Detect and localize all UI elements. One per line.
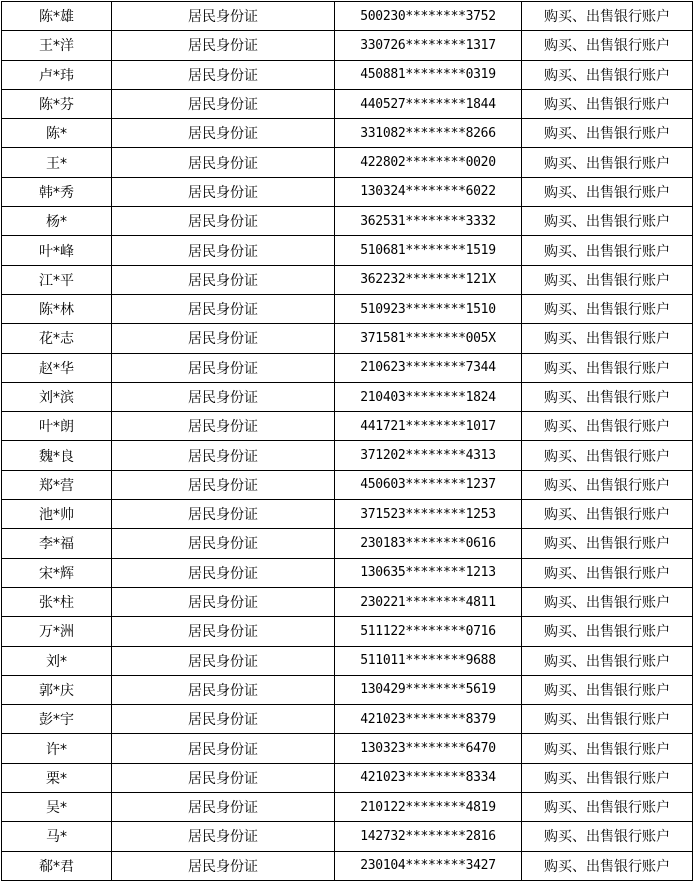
id-number-cell: 371202********4313 bbox=[335, 441, 522, 470]
id-number-cell: 210623********7344 bbox=[335, 353, 522, 382]
id-number-cell: 362531********3332 bbox=[335, 207, 522, 236]
reason-cell: 购买、出售银行账户 bbox=[522, 500, 693, 529]
id-number-cell: 330726********1317 bbox=[335, 31, 522, 60]
person-name-cell: 卢*玮 bbox=[2, 60, 112, 89]
id-type-cell: 居民身份证 bbox=[112, 705, 335, 734]
id-type-cell: 居民身份证 bbox=[112, 294, 335, 323]
id-type-cell: 居民身份证 bbox=[112, 2, 335, 31]
reason-cell: 购买、出售银行账户 bbox=[522, 89, 693, 118]
id-type-cell: 居民身份证 bbox=[112, 382, 335, 411]
id-type-cell: 居民身份证 bbox=[112, 617, 335, 646]
id-number-cell: 511011********9688 bbox=[335, 646, 522, 675]
table-row bbox=[2, 822, 693, 851]
id-number-cell: 450603********1237 bbox=[335, 470, 522, 499]
id-type-cell: 居民身份证 bbox=[112, 529, 335, 558]
person-name-cell: 陈*林 bbox=[2, 294, 112, 323]
reason-cell: 购买、出售银行账户 bbox=[522, 207, 693, 236]
table-row bbox=[2, 734, 693, 763]
id-number-cell: 230104********3427 bbox=[335, 851, 522, 880]
id-type-cell: 居民身份证 bbox=[112, 236, 335, 265]
reason-cell: 购买、出售银行账户 bbox=[522, 851, 693, 880]
id-type-cell: 居民身份证 bbox=[112, 324, 335, 353]
id-number-cell: 511122********0716 bbox=[335, 617, 522, 646]
person-name-cell: 王*洋 bbox=[2, 31, 112, 60]
table-row bbox=[2, 119, 693, 148]
id-number-cell: 440527********1844 bbox=[335, 89, 522, 118]
id-number-cell: 130429********5619 bbox=[335, 675, 522, 704]
person-name-cell: 宋*辉 bbox=[2, 558, 112, 587]
table-row bbox=[2, 558, 693, 587]
id-type-cell: 居民身份证 bbox=[112, 60, 335, 89]
table-row bbox=[2, 500, 693, 529]
reason-cell: 购买、出售银行账户 bbox=[522, 119, 693, 148]
table-row bbox=[2, 324, 693, 353]
reason-cell: 购买、出售银行账户 bbox=[522, 353, 693, 382]
id-number-cell: 421023********8334 bbox=[335, 763, 522, 792]
reason-cell: 购买、出售银行账户 bbox=[522, 236, 693, 265]
person-name-cell: 栗* bbox=[2, 763, 112, 792]
id-number-cell: 422802********0020 bbox=[335, 148, 522, 177]
table-row bbox=[2, 441, 693, 470]
id-type-cell: 居民身份证 bbox=[112, 558, 335, 587]
id-type-cell: 居民身份证 bbox=[112, 822, 335, 851]
id-type-cell: 居民身份证 bbox=[112, 646, 335, 675]
reason-cell: 购买、出售银行账户 bbox=[522, 705, 693, 734]
person-name-cell: 陈*雄 bbox=[2, 2, 112, 31]
id-number-cell: 510923********1510 bbox=[335, 294, 522, 323]
id-number-cell: 210122********4819 bbox=[335, 793, 522, 822]
reason-cell: 购买、出售银行账户 bbox=[522, 734, 693, 763]
id-number-cell: 230183********0616 bbox=[335, 529, 522, 558]
reason-cell: 购买、出售银行账户 bbox=[522, 148, 693, 177]
id-type-cell: 居民身份证 bbox=[112, 763, 335, 792]
table-row bbox=[2, 89, 693, 118]
reason-cell: 购买、出售银行账户 bbox=[522, 31, 693, 60]
reason-cell: 购买、出售银行账户 bbox=[522, 558, 693, 587]
table-row bbox=[2, 236, 693, 265]
reason-cell: 购买、出售银行账户 bbox=[522, 177, 693, 206]
table-row bbox=[2, 675, 693, 704]
person-name-cell: 叶*朗 bbox=[2, 412, 112, 441]
person-name-cell: 池*帅 bbox=[2, 500, 112, 529]
reason-cell: 购买、出售银行账户 bbox=[522, 763, 693, 792]
table-row bbox=[2, 529, 693, 558]
reason-cell: 购买、出售银行账户 bbox=[522, 617, 693, 646]
id-type-cell: 居民身份证 bbox=[112, 734, 335, 763]
id-number-cell: 331082********8266 bbox=[335, 119, 522, 148]
reason-cell: 购买、出售银行账户 bbox=[522, 324, 693, 353]
person-name-cell: 陈*芬 bbox=[2, 89, 112, 118]
reason-cell: 购买、出售银行账户 bbox=[522, 412, 693, 441]
reason-cell: 购买、出售银行账户 bbox=[522, 265, 693, 294]
reason-cell: 购买、出售银行账户 bbox=[522, 470, 693, 499]
id-type-cell: 居民身份证 bbox=[112, 412, 335, 441]
reason-cell: 购买、出售银行账户 bbox=[522, 529, 693, 558]
table-row bbox=[2, 412, 693, 441]
table-row bbox=[2, 207, 693, 236]
table-row bbox=[2, 617, 693, 646]
records-table bbox=[1, 1, 693, 881]
person-name-cell: 王* bbox=[2, 148, 112, 177]
id-type-cell: 居民身份证 bbox=[112, 89, 335, 118]
id-type-cell: 居民身份证 bbox=[112, 207, 335, 236]
id-number-cell: 362232********121X bbox=[335, 265, 522, 294]
id-type-cell: 居民身份证 bbox=[112, 587, 335, 616]
id-number-cell: 130635********1213 bbox=[335, 558, 522, 587]
table-row bbox=[2, 353, 693, 382]
reason-cell: 购买、出售银行账户 bbox=[522, 587, 693, 616]
id-number-cell: 210403********1824 bbox=[335, 382, 522, 411]
table-row bbox=[2, 177, 693, 206]
person-name-cell: 花*志 bbox=[2, 324, 112, 353]
person-name-cell: 叶*峰 bbox=[2, 236, 112, 265]
table-row bbox=[2, 646, 693, 675]
reason-cell: 购买、出售银行账户 bbox=[522, 675, 693, 704]
table-row bbox=[2, 265, 693, 294]
id-type-cell: 居民身份证 bbox=[112, 675, 335, 704]
person-name-cell: 郭*庆 bbox=[2, 675, 112, 704]
id-number-cell: 130324********6022 bbox=[335, 177, 522, 206]
id-number-cell: 371581********005X bbox=[335, 324, 522, 353]
table-row bbox=[2, 793, 693, 822]
table-row bbox=[2, 31, 693, 60]
table-row bbox=[2, 470, 693, 499]
reason-cell: 购买、出售银行账户 bbox=[522, 822, 693, 851]
table-row bbox=[2, 587, 693, 616]
person-name-cell: 刘* bbox=[2, 646, 112, 675]
reason-cell: 购买、出售银行账户 bbox=[522, 2, 693, 31]
table-row bbox=[2, 294, 693, 323]
id-type-cell: 居民身份证 bbox=[112, 441, 335, 470]
id-number-cell: 510681********1519 bbox=[335, 236, 522, 265]
reason-cell: 购买、出售银行账户 bbox=[522, 382, 693, 411]
table-row bbox=[2, 851, 693, 880]
id-number-cell: 371523********1253 bbox=[335, 500, 522, 529]
person-name-cell: 江*平 bbox=[2, 265, 112, 294]
reason-cell: 购买、出售银行账户 bbox=[522, 646, 693, 675]
person-name-cell: 刘*滨 bbox=[2, 382, 112, 411]
reason-cell: 购买、出售银行账户 bbox=[522, 793, 693, 822]
person-name-cell: 李*福 bbox=[2, 529, 112, 558]
reason-cell: 购买、出售银行账户 bbox=[522, 294, 693, 323]
id-type-cell: 居民身份证 bbox=[112, 793, 335, 822]
id-type-cell: 居民身份证 bbox=[112, 265, 335, 294]
id-type-cell: 居民身份证 bbox=[112, 851, 335, 880]
id-number-cell: 421023********8379 bbox=[335, 705, 522, 734]
id-number-cell: 441721********1017 bbox=[335, 412, 522, 441]
id-type-cell: 居民身份证 bbox=[112, 500, 335, 529]
table-row bbox=[2, 382, 693, 411]
person-name-cell: 陈* bbox=[2, 119, 112, 148]
id-number-cell: 500230********3752 bbox=[335, 2, 522, 31]
person-name-cell: 彭*宇 bbox=[2, 705, 112, 734]
id-type-cell: 居民身份证 bbox=[112, 31, 335, 60]
table-row bbox=[2, 763, 693, 792]
id-type-cell: 居民身份证 bbox=[112, 470, 335, 499]
table-row bbox=[2, 60, 693, 89]
person-name-cell: 张*柱 bbox=[2, 587, 112, 616]
records-table-body bbox=[2, 2, 693, 881]
id-number-cell: 450881********0319 bbox=[335, 60, 522, 89]
id-number-cell: 230221********4811 bbox=[335, 587, 522, 616]
id-number-cell: 130323********6470 bbox=[335, 734, 522, 763]
reason-cell: 购买、出售银行账户 bbox=[522, 441, 693, 470]
person-name-cell: 杨* bbox=[2, 207, 112, 236]
person-name-cell: 魏*良 bbox=[2, 441, 112, 470]
id-number-cell: 142732********2816 bbox=[335, 822, 522, 851]
person-name-cell: 许* bbox=[2, 734, 112, 763]
person-name-cell: 吴* bbox=[2, 793, 112, 822]
table-row bbox=[2, 2, 693, 31]
id-type-cell: 居民身份证 bbox=[112, 148, 335, 177]
id-type-cell: 居民身份证 bbox=[112, 119, 335, 148]
reason-cell: 购买、出售银行账户 bbox=[522, 60, 693, 89]
person-name-cell: 万*洲 bbox=[2, 617, 112, 646]
person-name-cell: 马* bbox=[2, 822, 112, 851]
person-name-cell: 赵*华 bbox=[2, 353, 112, 382]
id-type-cell: 居民身份证 bbox=[112, 353, 335, 382]
person-name-cell: 韩*秀 bbox=[2, 177, 112, 206]
table-row bbox=[2, 148, 693, 177]
person-name-cell: 郗*君 bbox=[2, 851, 112, 880]
id-type-cell: 居民身份证 bbox=[112, 177, 335, 206]
table-row bbox=[2, 705, 693, 734]
person-name-cell: 郑*营 bbox=[2, 470, 112, 499]
